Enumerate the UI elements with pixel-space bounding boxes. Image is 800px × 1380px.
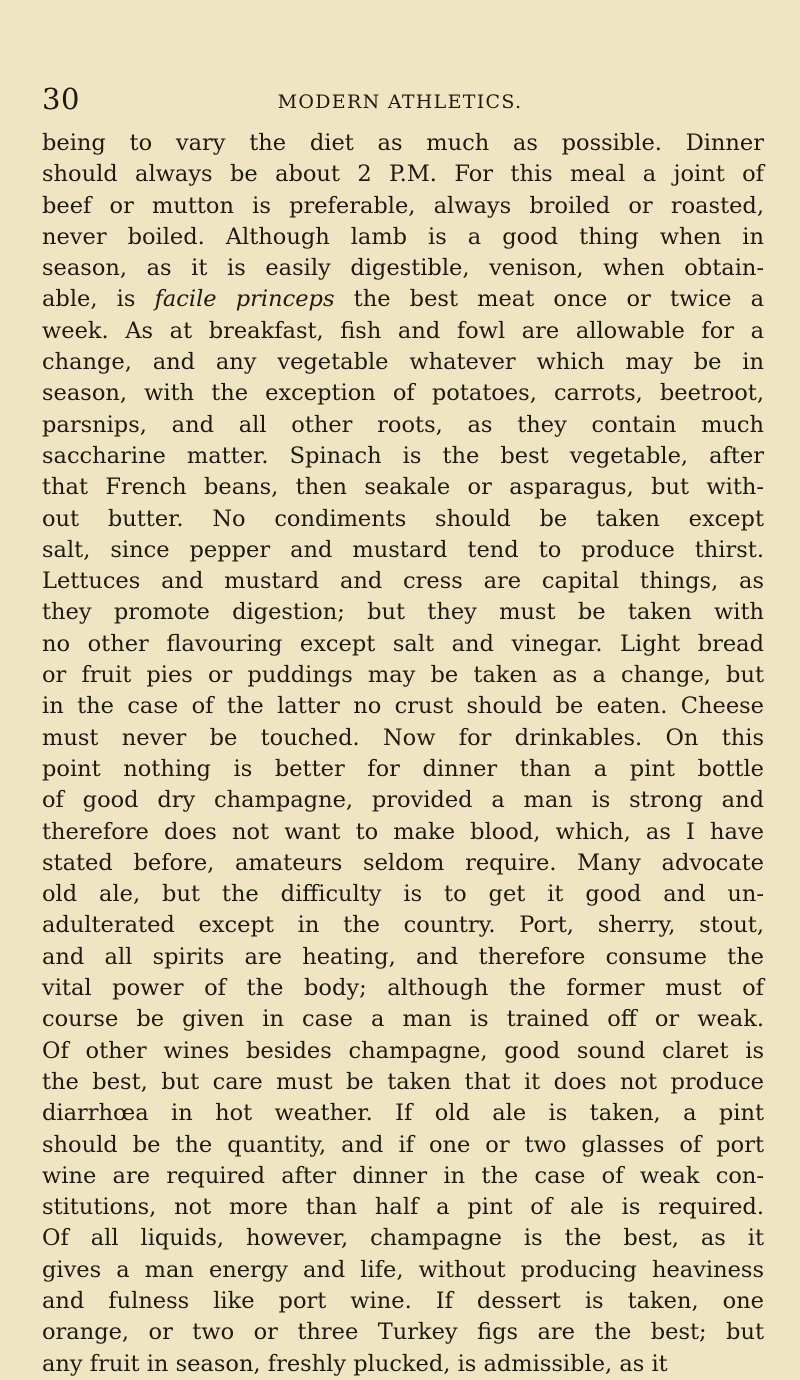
text-line: season, as it is easily digestible, venison, when obtain-: [42, 255, 764, 282]
text-line: orange, or two or three Turkey figs are the best; but: [42, 1319, 764, 1346]
text-line: salt, since pepper and mustard tend to produce thirst.: [42, 536, 764, 563]
text-line: vital power of the body; although the former must of: [42, 975, 764, 1002]
text-line: of good dry champagne, provided a man is strong and: [42, 787, 764, 814]
text-line: in the case of the latter no crust should be eaten. Cheese: [42, 693, 764, 720]
text-line: therefore does not want to make blood, which, as I have: [42, 818, 764, 845]
page-number: 30: [42, 82, 80, 116]
text-line: that French beans, then seakale or asparagus, but with-: [42, 474, 764, 501]
text-line: Of all liquids, however, champagne is the best, as it: [42, 1225, 764, 1252]
running-title: MODERN ATHLETICS.: [277, 91, 523, 113]
text-line: being to vary the diet as much as possible. Dinner: [42, 130, 764, 156]
body-text: [42, 128, 764, 1380]
text-line: stitutions, not more than half a pint of ale is required.: [42, 1194, 764, 1221]
text-line: they promote digestion; but they must be taken with: [42, 599, 764, 626]
text-line: course be given in case a man is trained off or weak.: [42, 1006, 764, 1033]
text-line: change, and any vegetable whatever which may be in: [42, 349, 764, 376]
text-line: no other flavouring except salt and vinegar. Light bread: [42, 630, 764, 657]
text-line: must never be touched. Now for drinkables. On this: [42, 724, 764, 751]
text-line: able, is facile princeps the best meat once or twice a: [42, 286, 764, 313]
text-line: Of other wines besides champagne, good sound claret is: [42, 1037, 764, 1064]
text-line: beef or mutton is preferable, always broiled or roasted,: [42, 192, 764, 219]
text-line: and all spirits are heating, and therefore consume the: [42, 943, 764, 970]
text-line: or fruit pies or puddings may be taken as a change, but: [42, 662, 764, 689]
page-header: [30, 82, 770, 122]
italic-phrase: facile princeps: [154, 286, 335, 313]
text-line: gives a man energy and life, without producing heaviness: [42, 1256, 764, 1283]
text-line: never boiled. Although lamb is a good thing when in: [42, 223, 764, 250]
text-line: any fruit in season, freshly plucked, is admissible, as it: [42, 1350, 668, 1377]
text-line: stated before, amateurs seldom require. Many advocate: [42, 849, 764, 876]
text-line: out butter. No condiments should be taken except: [42, 505, 764, 532]
text-line: week. As at breakfast, fish and fowl are allowable for a: [42, 317, 764, 344]
text-line: point nothing is better for dinner than a pint bottle: [42, 755, 764, 782]
text-line: the best, but care must be taken that it does not produce: [42, 1068, 764, 1095]
text-line: should always be about 2 P.M. For this meal a joint of: [42, 161, 764, 188]
text-line: should be the quantity, and if one or two glasses of port: [42, 1131, 764, 1158]
text-line: saccharine matter. Spinach is the best vegetable, after: [42, 442, 764, 469]
text-line: old ale, but the difficulty is to get it good and un-: [42, 881, 764, 908]
text-line: parsnips, and all other roots, as they contain much: [42, 411, 764, 438]
text-line: Lettuces and mustard and cress are capital things, as: [42, 568, 764, 595]
text-line: diarrhœa in hot weather. If old ale is taken, a pint: [42, 1100, 764, 1127]
text-line: adulterated except in the country. Port, sherry, stout,: [42, 912, 764, 939]
text-line: and fulness like port wine. If dessert is taken, one: [42, 1287, 764, 1314]
text-line: season, with the exception of potatoes, carrots, beetroot,: [42, 380, 764, 407]
text-line: wine are required after dinner in the case of weak con-: [42, 1162, 764, 1189]
